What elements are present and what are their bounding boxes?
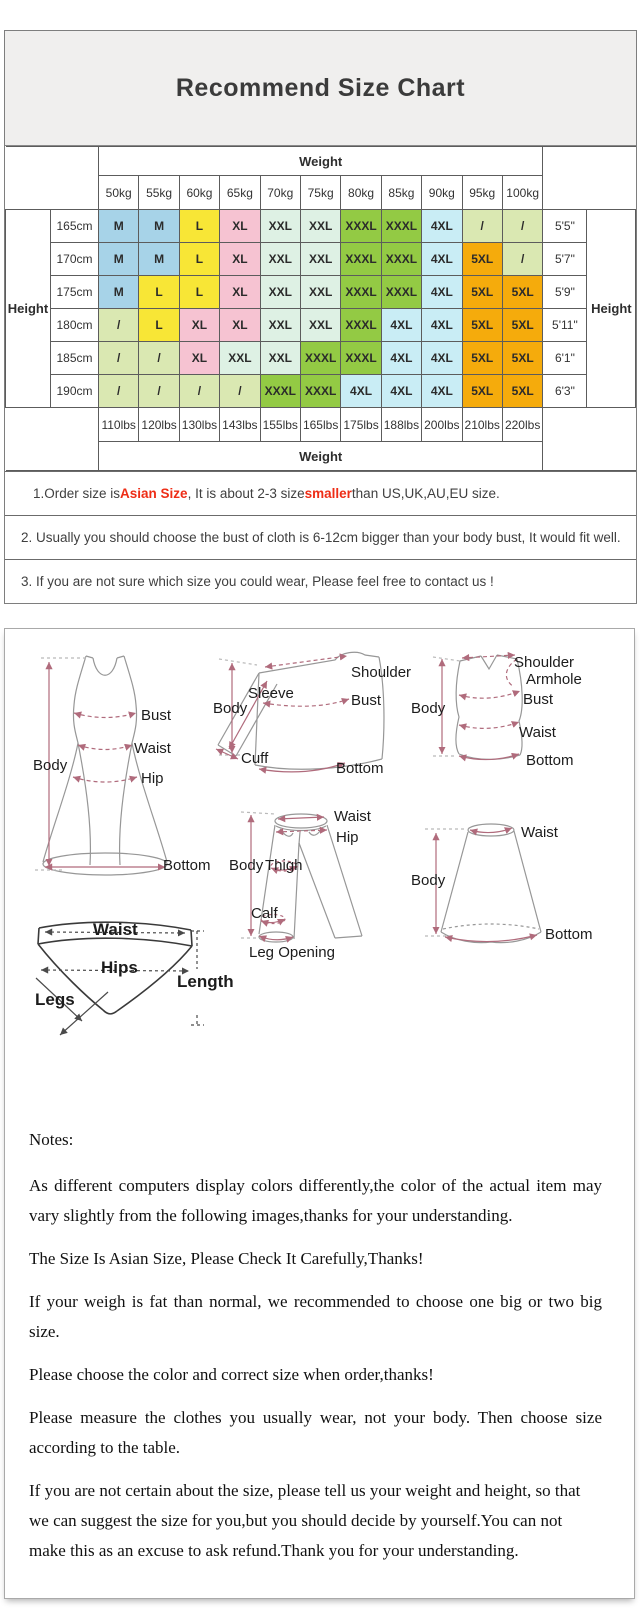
weight-lbs-cell: 210lbs [462, 408, 502, 442]
size-cell: XL [220, 243, 260, 276]
size-cell: 5XL [502, 375, 542, 408]
size-cell: 5XL [462, 276, 502, 309]
size-cell: 5XL [462, 243, 502, 276]
vest-diagram [456, 655, 522, 759]
vest-shoulder-label: Shoulder [514, 654, 575, 671]
size-cell: / [502, 243, 542, 276]
vest-bottom-label: Bottom [526, 752, 574, 769]
size-cell: XXXL [381, 243, 421, 276]
weight-lbs-cell: 155lbs [260, 408, 300, 442]
size-cell: 4XL [422, 342, 462, 375]
size-cell: XL [220, 210, 260, 243]
size-cell: XXL [260, 342, 300, 375]
brief-legs-label: Legs [35, 990, 75, 1009]
size-cell: / [179, 375, 219, 408]
weight-lbs-cell: 165lbs [300, 408, 340, 442]
size-cell: 4XL [422, 375, 462, 408]
shirt-cuff-label: Cuff [241, 750, 269, 767]
weight-kg-cell: 50kg [99, 176, 139, 210]
weight-bottom-label: Weight [99, 442, 543, 471]
size-cell: M [99, 210, 139, 243]
size-cell: XXL [300, 309, 340, 342]
size-footnote [5, 559, 636, 603]
size-cell: XXL [300, 276, 340, 309]
vest-measure-lines [433, 655, 520, 760]
weight-kg-cell: 70kg [260, 176, 300, 210]
weight-lbs-cell: 200lbs [422, 408, 462, 442]
corner-cell [543, 147, 636, 210]
height-ft-cell: 5'11" [543, 309, 587, 342]
shirt-bust-label: Bust [351, 692, 382, 709]
title-bar [5, 31, 636, 146]
size-cell: 4XL [422, 276, 462, 309]
weight-lbs-cell: 175lbs [341, 408, 381, 442]
size-cell: 4XL [381, 309, 421, 342]
size-cell: XXXL [341, 309, 381, 342]
brief-length-label: Length [177, 972, 234, 991]
size-cell: XXXL [300, 375, 340, 408]
height-row [6, 243, 636, 276]
weight-header-row [6, 147, 636, 176]
dress-bottom-label: Bottom [163, 857, 211, 874]
weight-kg-cell: 55kg [139, 176, 179, 210]
size-cell: XXL [260, 276, 300, 309]
height-label-right: Height [587, 210, 636, 408]
size-cell: XXL [260, 210, 300, 243]
size-footnote [5, 471, 636, 515]
shirt-bottom-label: Bottom [336, 760, 384, 777]
size-cell: / [502, 210, 542, 243]
pants-hip-label: Hip [336, 829, 359, 846]
vest-bust-label: Bust [523, 691, 554, 708]
size-cell: XL [179, 309, 219, 342]
size-cell: / [220, 375, 260, 408]
size-cell: XXXL [381, 276, 421, 309]
height-row [6, 309, 636, 342]
size-cell: 4XL [381, 342, 421, 375]
weight-top-label: Weight [99, 147, 543, 176]
weight-kg-cell: 75kg [300, 176, 340, 210]
size-cell: M [99, 243, 139, 276]
height-cm-cell: 180cm [51, 309, 99, 342]
weight-lbs-cell: 110lbs [99, 408, 139, 442]
size-cell: XXL [300, 243, 340, 276]
weight-lbs-row [6, 408, 636, 442]
weight-lbs-cell: 120lbs [139, 408, 179, 442]
size-cell: M [99, 276, 139, 309]
pants-waist-label: Waist [334, 808, 371, 825]
size-cell: XXXL [341, 210, 381, 243]
vest-armhole-label: Armhole [526, 671, 582, 688]
size-cell: 5XL [502, 342, 542, 375]
size-chart-footnotes [5, 471, 636, 603]
size-cell: M [139, 210, 179, 243]
size-cell: XL [179, 342, 219, 375]
weight-lbs-cell: 220lbs [502, 408, 542, 442]
footnote-highlight-text: smaller [304, 486, 352, 501]
footnote-text: , It is about 2-3 size [187, 486, 305, 501]
weight-kg-cell: 85kg [381, 176, 421, 210]
size-cell: L [179, 243, 219, 276]
note-paragraph: The Size Is Asian Size, Please Check It Carefully,Thanks! [29, 1249, 424, 1268]
height-cm-cell: 185cm [51, 342, 99, 375]
height-row [6, 375, 636, 408]
height-ft-cell: 6'3" [543, 375, 587, 408]
pants-thigh-label: Thigh [265, 857, 303, 874]
size-cell: 4XL [422, 210, 462, 243]
corner-cell [6, 147, 99, 210]
weight-kg-cell: 60kg [179, 176, 219, 210]
note-paragraph: Please choose the color and correct size when order,thanks! [29, 1365, 434, 1384]
weight-lbs-cell: 130lbs [179, 408, 219, 442]
size-cell: 5XL [462, 375, 502, 408]
shirt-body-label: Body [213, 700, 248, 717]
size-chart-panel [4, 30, 637, 604]
height-label-left: Height [6, 210, 51, 408]
weight-kg-row [6, 176, 636, 210]
size-cell: L [139, 276, 179, 309]
weight-kg-cell: 65kg [220, 176, 260, 210]
size-cell: XXL [220, 342, 260, 375]
brief-hips-label: Hips [101, 958, 138, 977]
height-cm-cell: 190cm [51, 375, 99, 408]
notes-paragraphs [29, 1171, 602, 1566]
skirt-bottom-label: Bottom [545, 926, 593, 943]
footnote-highlight-text: Asian Size [120, 486, 188, 501]
shirt-sleeve-label: Sleeve [248, 685, 294, 702]
size-table [5, 146, 636, 471]
pants-calf-label: Calf [251, 905, 278, 922]
size-cell: / [139, 342, 179, 375]
pants-leg-opening-label: Leg Opening [249, 944, 335, 961]
height-row [6, 276, 636, 309]
garment-diagrams [5, 629, 634, 1074]
size-cell: XXXL [300, 342, 340, 375]
note-paragraph: If your weigh is fat than normal, we recommended to choose one big or two big size. [29, 1292, 602, 1341]
footnote-text: than US,UK,AU,EU size. [351, 486, 500, 501]
size-cell: XXXL [341, 276, 381, 309]
size-cell: 4XL [381, 375, 421, 408]
size-cell: M [139, 243, 179, 276]
weight-footer-row [6, 442, 636, 471]
skirt-waist-label: Waist [521, 824, 558, 841]
note-paragraph: If you are not certain about the size, please tell us your weight and height, so that we can suggest the size for you,but you should decide by yourself.You can not make this as an excuse to ask refund.Thank you for your understanding. [29, 1481, 581, 1560]
footnote-text: 1.Order size is [33, 486, 121, 501]
size-footnote [5, 515, 636, 559]
note-paragraph: As different computers display colors differently,the color of the actual item may vary slightly from the following images,thanks for your understanding. [29, 1176, 602, 1225]
dress-bust-label: Bust [141, 707, 172, 724]
weight-kg-cell: 95kg [462, 176, 502, 210]
page-title: Recommend Size Chart [175, 73, 466, 102]
weight-kg-cell: 90kg [422, 176, 462, 210]
note-paragraph: Please measure the clothes you usually wear, not your body. Then choose size according to the table. [29, 1408, 602, 1457]
size-cell: XXXL [341, 243, 381, 276]
size-cell: 4XL [422, 309, 462, 342]
weight-kg-cell: 100kg [502, 176, 542, 210]
dress-hip-label: Hip [141, 770, 164, 787]
footnote-text: 2. Usually you should choose the bust of cloth is 6-12cm bigger than your body bust, It would fit well. [21, 530, 621, 545]
size-cell: XL [220, 309, 260, 342]
footnote-text: 3. If you are not sure which size you could wear, Please feel free to contact us ! [21, 574, 494, 589]
weight-kg-cell: 80kg [341, 176, 381, 210]
height-row [6, 342, 636, 375]
height-ft-cell: 5'5" [543, 210, 587, 243]
notes-heading: Notes: [29, 1130, 74, 1149]
height-ft-cell: 5'9" [543, 276, 587, 309]
dress-waist-label: Waist [134, 740, 171, 757]
size-cell: L [179, 210, 219, 243]
skirt-body-label: Body [411, 872, 446, 889]
height-ft-cell: 5'7" [543, 243, 587, 276]
size-cell: XXXL [260, 375, 300, 408]
size-cell: 4XL [422, 243, 462, 276]
height-cm-cell: 170cm [51, 243, 99, 276]
size-cell: L [139, 309, 179, 342]
weight-lbs-cell: 143lbs [220, 408, 260, 442]
measurement-guide-panel [4, 628, 635, 1599]
size-cell: 5XL [502, 309, 542, 342]
corner-cell [6, 408, 99, 471]
size-cell: / [99, 375, 139, 408]
height-cm-cell: 165cm [51, 210, 99, 243]
vest-body-label: Body [411, 700, 446, 717]
size-cell: XXL [260, 243, 300, 276]
pants-body-label: Body [229, 857, 264, 874]
weight-lbs-cell: 188lbs [381, 408, 421, 442]
size-cell: / [139, 375, 179, 408]
shirt-shoulder-label: Shoulder [351, 664, 412, 681]
corner-cell [543, 408, 636, 471]
vest-waist-label: Waist [519, 724, 556, 741]
brief-waist-label: Waist [93, 920, 138, 939]
size-cell: XXL [300, 210, 340, 243]
notes-section [29, 1125, 602, 1579]
size-cell: XL [220, 276, 260, 309]
size-cell: 5XL [462, 309, 502, 342]
size-cell: XXL [260, 309, 300, 342]
size-cell: 5XL [502, 276, 542, 309]
height-ft-cell: 6'1" [543, 342, 587, 375]
size-cell: L [179, 276, 219, 309]
dress-body-label: Body [33, 757, 68, 774]
size-cell: / [462, 210, 502, 243]
size-cell: XXXL [341, 342, 381, 375]
height-cm-cell: 175cm [51, 276, 99, 309]
size-cell: 4XL [341, 375, 381, 408]
size-cell: XXXL [381, 210, 421, 243]
size-cell: 5XL [462, 342, 502, 375]
size-cell: / [99, 342, 139, 375]
size-cell: / [99, 309, 139, 342]
height-row [6, 210, 636, 243]
